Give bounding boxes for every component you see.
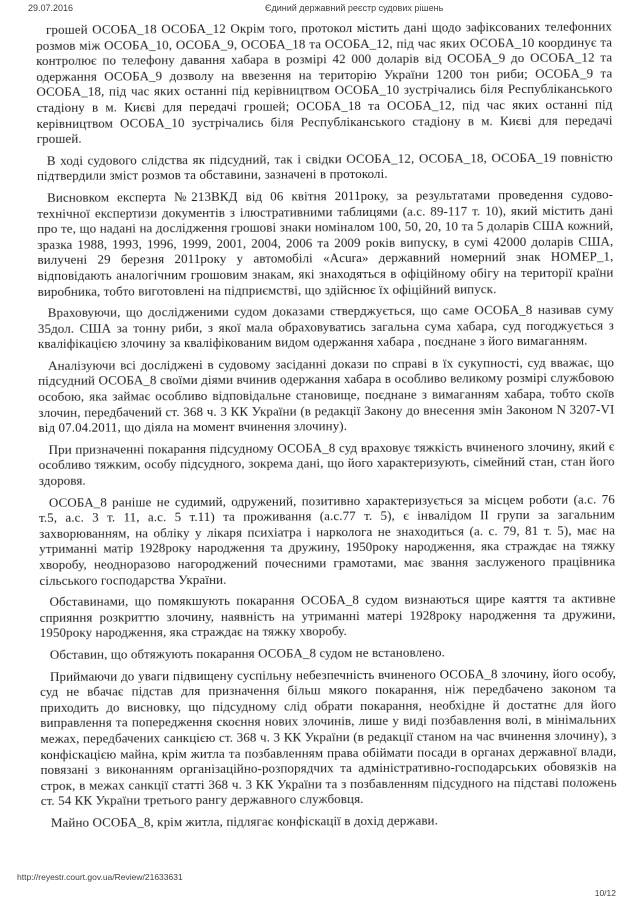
paragraph-protocol-calls: грошей ОСОБА_18 ОСОБА_12 Окрім того, протокол містить дані щодо зафіксованих телефонних розмов між ОСОБА_10, ОСОБА_9, ОСОБА_18 та ОСОБА_12, під час яких ОСОБА_10 координує та контролює по телефону давання хабара в розмірі 42 000 доларів від ОСОБА_9 до ОСОБА_12 та одержання ОСОБА_9 дозволу на ввезення на територію України 1200 тон риби; ОСОБА_9 та ОСОБА_18, під час яких останні під керівництвом ОСОБА_10 зустрічались біля Республіканського стадіону в м. Києві для передачі грошей; ОСОБА_18 та ОСОБА_12, під час яких останні під керівництвом ОСОБА_10 зустрічались біля Республіканського стадіону в м. Києві для передачі грошей.: [36, 18, 613, 147]
paragraph-sentencing-considerations: При призначенні покарання підсудному ОСОБА_8 суд враховує тяжкість вчиненого злочину, який є особливо тяжким, особу підсудного, зокрема дані, що його характеризують, сімейний стан, стан його здоровя.: [38, 438, 615, 489]
paragraph-mitigating-circumstances: Обставинами, що помякшують покарання ОСОБА_8 судом визнаються щире каяття та активне сприяння розкриттю злочину, наявність на утриманні матері 1928року народження та дружини, 1950року народження, яка страждає на тяжку хворобу.: [39, 590, 616, 641]
page-number: 10/12: [594, 888, 616, 898]
paragraph-qualification: Враховуючи, що дослідженими судом доказами стверджується, що саме ОСОБА_8 називав суму 35дол. США за тонну риби, з якої мала обраховуватись загальна сума хабара, суд погоджується з кваліфікацією злочину за кваліфікованим видом одержання хабара , поєднане з його вимаганням.: [37, 301, 614, 352]
paragraph-witness-confirmation: В ході судового слідства як підсудний, так і свідки ОСОБА_12, ОСОБА_18, ОСОБА_19 повністю підтвердили зміст розмов та обставини, зазначені в протоколі.: [36, 149, 613, 184]
paragraph-expert-conclusion: Висновком експерта №213ВКД від 06 квітня 2011року, за результатами проведення судово-технічної експертизи документів з ілюстративними таблицями (а.с. 89-117 т. 10), який містить дані про те, що надані на дослідження грошові знаки номіналом 100, 50, 20, 10 та 5 доларів США кожний, зразка 1988, 1993, 1996, 1999, 2001, 2004, 2006 та 2009 років випуску, в сумі 42000 доларів США, вилучені 29 березня 2011року у автомобілі «Acura» державний номерний знак НОМЕР_1, відповідають аналогічним грошовим знакам, які знаходяться в офіційному обігу на території країни виробника, тобто виготовлені на підприємстві, що здійснює їх офіційний випуск.: [37, 186, 614, 299]
registry-title: Єдиний державний реєстр судових рішень: [265, 3, 444, 13]
paragraph-court-analysis: Аналізуючи всі досліджені в судовому засіданні докази по справі в їх сукупності, суд вважає, що підсудний ОСОБА_8 своїми діями вчинив одержання хабара в особливо великому розмірі службовою особою, яка займає особливо відповідальне становище, поєднане з вимаганням хабара, тобто скоїв злочин, передбачений ст. 368 ч. 3 КК України (в редакції Закону до внесення змін Законом N 3207-VI від 07.04.2011, що діяла на момент вчинення злочину).: [38, 354, 615, 436]
document-body: [36, 18, 617, 836]
source-url: http://reyestr.court.gov.ua/Review/21633631: [17, 872, 183, 882]
print-date: 29.07.2016: [28, 3, 74, 13]
paragraph-punishment-determination: Приймаючи до уваги підвищену суспільну небезпечність вчиненого ОСОБА_8 злочину, його особу, суд не вбачає підстав для призначення більш мякого покарання, ніж передбачено законом та приходить до висновку, що підсудному слід обрати покарання, необхідне й достатнє для його виправлення та попередження скоєння нових злочинів, лише у виді позбавлення волі, в мінімальних межах, передбачених санкцією ст. 368 ч. 3 КК України (в редакції станом на час вчинення злочину), з конфіскацією майна, крім житла та позбавленням права обіймати посади в органах державної влади, повязані з виконанням організаційно-розпорядчих та адміністративно-господарських обовязків на строк, в межах санкції статті 368 ч. 3 КК України та з позбавленням підсудного на підставі положень ст. 54 КК України третього рангу державного службовця.: [40, 665, 617, 809]
paragraph-aggravating-circumstances: Обставин, що обтяжують покарання ОСОБА_8 судом не встановлено.: [49, 644, 446, 662]
paragraph-defendant-character: ОСОБА_8 раніше не судимий, одружений, позитивно характеризується за місцем роботи (а.с. 76 т.5, а.с. 3 т. 11, а.с. 5 т.11) та проживання (а.с.77 т. 5), є інвалідом II групи за загальним захворюванням, на обліку у лікаря психіатра і нарколога не знаходиться (а. с. 79, 81 т. 5), має на утриманні матір 1928року народження та дружину, 1950року народження, яка страждає на тяжку хворобу, неодноразово нагороджений почесними грамотами, має звання заслуженого працівника сільського господарства України.: [38, 491, 616, 588]
print-header: [0, 3, 640, 17]
paragraph-property-confiscation: Майно ОСОБА_8, крім житла, підлягає конфіскації в дохід держави.: [50, 812, 439, 830]
